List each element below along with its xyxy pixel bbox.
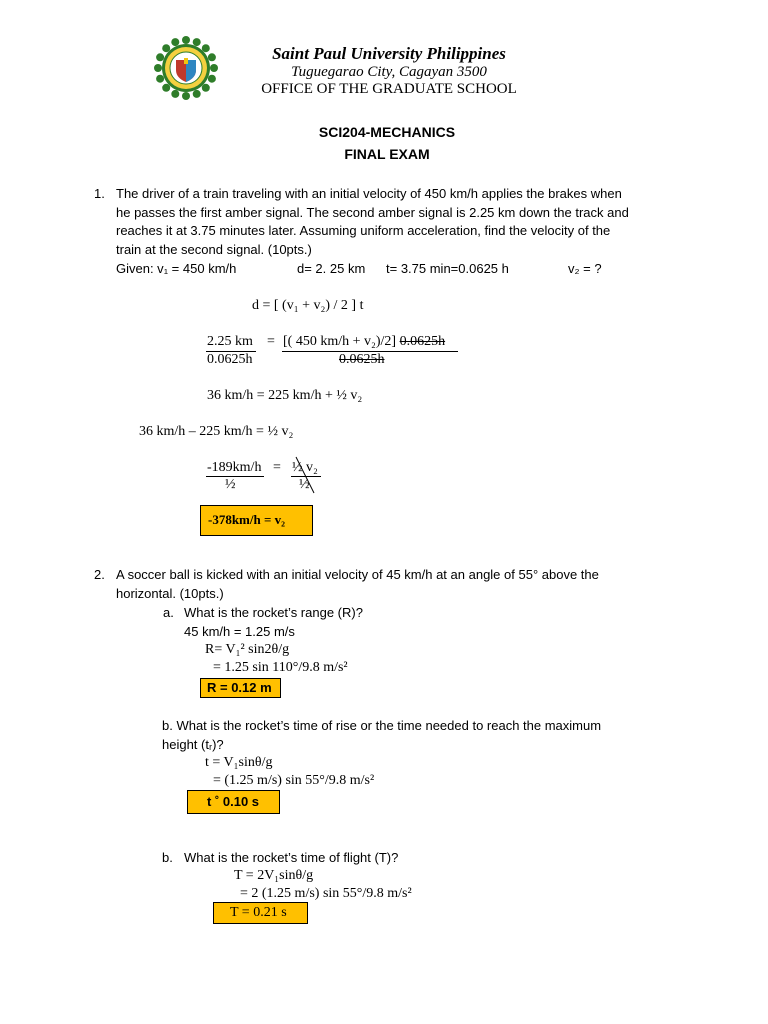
q1-given-v1: Given: v₁ = 450 km/h [116, 261, 237, 276]
q1-eq2-right-num: [( 450 km/h + v₂)/2] 0.0625h [283, 334, 446, 349]
q1-number: 1. [94, 186, 105, 201]
q1-equation-3: 36 km/h = 225 km/h + ½ v₂ [207, 388, 363, 403]
q1-text-line: reaches it at 3.75 minutes later. Assuming uniform acceleration, find the velocity of the [116, 223, 611, 238]
q1-text-line: he passes the first amber signal. The second amber signal is 2.25 km down the track and [116, 205, 629, 220]
q1-eq2-equals: = [267, 334, 275, 349]
q2-number: 2. [94, 567, 105, 582]
q1-answer-box: -378km/h = v₂ [200, 505, 313, 536]
office-name: OFFICE OF THE GRADUATE SCHOOL [261, 81, 517, 97]
q2a-conversion: 45 km/h = 1.25 m/s [184, 624, 295, 639]
q1-eq2-left-den: 0.0625h [207, 352, 253, 367]
q1-equation-1: d = [ (v₁ + v₂) / 2 ] t [252, 298, 364, 313]
q1-text-line: train at the second signal. (10pts.) [116, 242, 312, 257]
q2a-formula: R= V₁² sin2θ/g [205, 642, 290, 657]
university-address: Tuguegarao City, Cagayan 3500 [291, 64, 487, 80]
q2b2-substitution: = 2 (1.25 m/s) sin 55°/9.8 m/s² [240, 886, 412, 901]
q2b1-text-line: height (tᵣ)? [162, 737, 224, 752]
q1-equation-4: 36 km/h – 225 km/h = ½ v₂ [139, 424, 294, 439]
q1-given-t: t= 3.75 min=0.0625 h [386, 261, 509, 276]
q2-text-line: horizontal. (10pts.) [116, 586, 224, 601]
q2b2-label: b. [162, 850, 173, 865]
q1-eq5-left-num: -189km/h [207, 460, 262, 475]
exam-title: FINAL EXAM [344, 146, 430, 162]
q2b1-text-line: b. What is the rocket’s time of rise or the time needed to reach the maximum [162, 718, 602, 733]
q2a-question: What is the rocket’s range (R)? [184, 605, 363, 620]
q2b1-answer-box: t ˚ 0.10 s [187, 790, 280, 814]
q1-eq5-left-den: ½ [225, 477, 236, 492]
cancel-strike-mark [292, 455, 318, 495]
q2b1-formula: t = V₁sinθ/g [205, 755, 273, 770]
university-name: Saint Paul University Philippines [272, 44, 506, 63]
q1-given-v2: v₂ = ? [568, 261, 602, 276]
q1-eq2-right-den: 0.0625h [339, 352, 385, 367]
q2a-answer-box: R = 0.12 m [200, 678, 281, 698]
q1-eq5-equals: = [273, 460, 281, 475]
q2-text-line: A soccer ball is kicked with an initial velocity of 45 km/h at an angle of 55° above the [116, 567, 599, 582]
q2b2-formula: T = 2V₁sinθ/g [234, 868, 314, 883]
q2b1-substitution: = (1.25 m/s) sin 55°/9.8 m/s² [213, 773, 375, 788]
q2a-substitution: = 1.25 sin 110°/9.8 m/s² [213, 660, 348, 675]
q1-text-line: The driver of a train traveling with an initial velocity of 450 km/h applies the brakes when [116, 186, 622, 201]
q1-given-d: d= 2. 25 km [297, 261, 366, 276]
q1-eq5-right-num: ½ v₂ [292, 460, 318, 475]
q2a-label: a. [163, 605, 174, 620]
q1-eq5-right-den: ½ [299, 477, 310, 492]
q2b2-answer-box: T = 0.21 s [213, 902, 308, 924]
q1-eq2-left-num: 2.25 km [207, 334, 253, 349]
q2b2-question: What is the rocket’s time of flight (T)? [184, 850, 399, 865]
course-title: SCI204-MECHANICS [318, 124, 456, 140]
